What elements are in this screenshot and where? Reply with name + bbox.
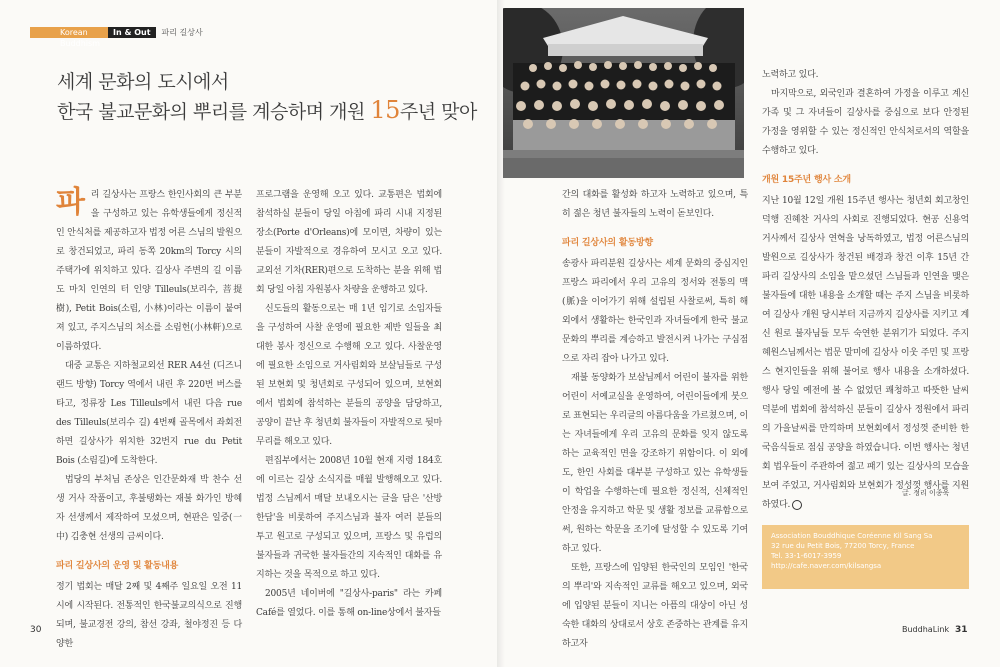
col4-para1: 노력하고 있다. bbox=[762, 70, 819, 80]
header-category-en: Korean Buddhism bbox=[30, 27, 108, 38]
col3-para3: 재불 동양화가 보살님께서 어린이 불자를 위한 어린이 서예교실을 운영하여, 어린이들에게 붓으로 표현되는 우리글의 아름다움을 가르쳤으며, 이는 자녀들에게 우리 고유의 문화를 잊지 않도록 하는 교육적인 면을 강조하기 위함이다. 이 외에도, 한인 사회를 대부분 구성하고 있는 유학생들이 학업을 수행하는데 필요한 정신적, 신체적인 안정을 유지하고 학문 및 생활 정보를 교류함으로써, 원하는 학문을 조기에 달성할 수 있도록 기여하고 있다. bbox=[562, 373, 748, 554]
col2-para2: 신도들의 활동으로는 매 1년 임기로 소임자들을 구성하여 사찰 운영에 필요한 제반 일들을 최대한 봉사 정신으로 수행해 오고 있다. 사찰운영에 필요한 소임으로 거사림회와 보살님들로 구성된 보현회 및 청년회로 구성되어 있으며, 보현회에서 법회에 참석하는 분들의 공양을 담당하고, 공양이 끝난 후 청년회 불자들이 자발적으로 뒷마무리를 해오고 있다. bbox=[256, 304, 442, 447]
page-number-right: 31 bbox=[954, 625, 968, 635]
col4-para3-wrap bbox=[762, 192, 969, 515]
title-line2 bbox=[57, 96, 477, 126]
title-line2-pre: 한국 불교문화의 뿌리를 계승하며 개원 bbox=[57, 101, 371, 123]
title-line1: 세계 문화의 도시에서 bbox=[57, 71, 229, 93]
col4-para3: 지난 10월 12일 개원 15주년 행사는 청년회 회고창인 덕행 진혜찬 거사의 사회로 진행되었다. 현공 신용억 거사께서 길상사 연혁을 낭독하였고, 법정 어른스님의 발원으로 길상사가 창건된 배경과 창건 이후 15년 간 파리 길상사의 소임을 맡으셨던 스님들과 인연을 맺은 불자들에 대한 내용을 소개할 때는 주지 스님을 비롯하여 길상사 개원 당시부터 지금까지 길상사를 지키고 계신 원로 불자님들 모두 숙연한 분위기가 되었다. 주지 혜원스님께서는 법문 말미에 길상사 이웃 주민 및 프랑스 현지인들을 위해 불어로 행사 내용을 소개하셨다. 행사 당일 예전에 볼 수 없었던 쾌청하고 따뜻한 날씨 덕분에 법회에 참석하신 분들이 길상사 정원에서 파리의 가을날씨를 만끽하며 보현회에서 정성껏 준비한 한국음식들로 점심 공양을 하였습니다. 이번 행사는 청년회 법우들이 주관하여 젊고 패기 있는 길상사의 모습을 보여 주었고, 거사림회와 보현회가 정성껏 행사를 지원하였다. bbox=[762, 196, 969, 510]
end-mark-icon bbox=[792, 500, 802, 510]
col3-section-heading: 파리 길상사의 활동방향 bbox=[562, 238, 653, 248]
col2-para3: 편집부에서는 2008년 10월 현재 지령 184호에 이르는 길상 소식지를 매월 발행해오고 있다. 법정 스님께서 매달 보내오시는 글을 담은 '산방한담'을 비롯하여 주지스님과 불자 여러 분들의 투고 원고로 구성되고 있으며, 프랑스 및 유럽의 불자들과 귀국한 불자들간의 지속적인 대화를 유지하는 것을 목적으로 하고 있다. bbox=[256, 456, 442, 580]
column-1 bbox=[56, 186, 242, 654]
header-category-kr: 파리 길상사 bbox=[161, 28, 203, 37]
page-number-left: 30 bbox=[30, 625, 42, 635]
col1-para3: 법당의 부처님 존상은 인간문화재 박 찬수 선생 거사 작품이고, 후불탱화는 재불 화가인 방혜자 선생께서 제작하여 모셨으며, 현판은 일중(一中) 김충현 선생의 금씨이다. bbox=[56, 475, 242, 542]
col1-section-heading: 파리 길상사의 운영 및 활동내용 bbox=[56, 561, 179, 571]
col1-para1: 리 길상사는 프랑스 한인사회의 큰 부분을 구성하고 있는 유학생들에게 정신적인 안식처를 제공하고자 법정 어른 스님의 발원으로 창건되었고, 파리 동쪽 20km의 Torcy 시의 주택가에 위치하고 있다. 길상사 주변의 길 이름도 마치 인연의 터 인양 Tilleuls(보리수, 菩提樹), Petit Bois(소림, 小林)이라는 이름이 붙여져 있고, 주지스님의 처소를 소림헌(小林軒)으로 이름하였다. bbox=[56, 190, 242, 352]
col4-para2: 마지막으로, 외국인과 결혼하여 가정을 이루고 계신 가족 및 그 자녀들이 길상사를 중심으로 보다 안정된 가정을 영위할 수 있는 정신적인 안식처로서의 역할을 수행하고 있다. bbox=[762, 89, 969, 156]
col1-para4: 정기 법회는 매달 2째 및 4째주 일요일 오전 11시에 시작된다. 전통적인 한국불교의식으로 진행되며, 불교경전 강의, 참선 강좌, 철야정진 등 다양한 bbox=[56, 582, 242, 649]
col3-para4: 또한, 프랑스에 입양된 한국인의 모임인 '한국의 뿌리'와 지속적인 교류를 해오고 있으며, 외국에 입양된 분들이 지니는 아픔의 대상이 아닌 성숙한 대화의 상대로서 상호 존중하는 관계를 유지하고자 bbox=[562, 563, 748, 649]
temple-info-box bbox=[762, 525, 969, 589]
dropcap: 파 bbox=[56, 185, 85, 220]
group-photo-image bbox=[503, 8, 744, 178]
author-credit: 글. 정리 이종욱 bbox=[902, 489, 950, 497]
info-name: Association Bouddhique Coréenne Kil Sang Sa bbox=[771, 532, 933, 540]
info-address: 32 rue du Petit Bois, 77200 Torcy, France bbox=[771, 542, 915, 550]
column-3 bbox=[562, 186, 748, 654]
col3-para1: 간의 대화를 활성화 하고자 노력하고 있으며, 특히 젊은 청년 불자들의 노력이 돋보인다. bbox=[562, 190, 748, 219]
header-category-tag: In & Out bbox=[108, 27, 156, 38]
section-header bbox=[30, 27, 209, 48]
column-4 bbox=[762, 66, 969, 515]
col4-section-heading: 개원 15주년 행사 소개 bbox=[762, 175, 851, 185]
column-2 bbox=[256, 186, 442, 623]
article-title bbox=[57, 68, 477, 126]
col2-para4: 2005년 네이버에 "길상사-paris" 라는 카페 Café를 열었다. 이를 통해 on-line상에서 불자들 bbox=[256, 589, 442, 618]
title-number: 15 bbox=[370, 96, 400, 124]
col3-para2: 송광사 파리분원 길상사는 세계 문화의 중심지인 프랑스 파리에서 우리 고유의 정서와 전통의 맥(脈)을 이어가기 위해 설립된 사찰로써, 특히 해외에서 생활하는 한국인과 자녀들에게 한국 불교 문화의 뿌리를 계승하고 발전시켜 나가는 구심점으로 자리 잡아 나가고 있다. bbox=[562, 259, 748, 364]
col1-para2: 대중 교통은 지하철교외선 RER A4선 (디즈니랜드 방향) Torcy 역에서 내린 후 220번 버스를 타고, 정류장 Les Tilleuls에서 내린 다음 rue des Tilleuls(보리수 길) 4번째 골목에서 좌회전하면 길상사가 위치한 32번지 rue du Petit Bois (소림길)에 도착한다. bbox=[56, 361, 242, 466]
info-url[interactable]: http://cafe.naver.com/kilsangsa bbox=[771, 562, 882, 570]
col2-para1: 프로그램을 운영해 오고 있다. 교통편은 법회에 참석하실 분들이 당일 아침에 파리 시내 지정된 장소(Porte d'Orleans)에 모이면, 차량이 있는 분들이 자발적으로 경유하여 모시고 오고 있다. 교외선 기차(RER)편으로 도착하는 분을 위해 법회 당일 아침 자원봉사 차량을 운행하고 있다. bbox=[256, 190, 442, 295]
info-phone: Tel. 33-1-6017-3959 bbox=[771, 552, 842, 560]
magazine-name: BuddhaLink bbox=[902, 625, 950, 634]
group-photo bbox=[503, 8, 744, 178]
title-line2-post: 주년 맞아 bbox=[399, 101, 477, 123]
page-footer-right bbox=[902, 625, 967, 635]
